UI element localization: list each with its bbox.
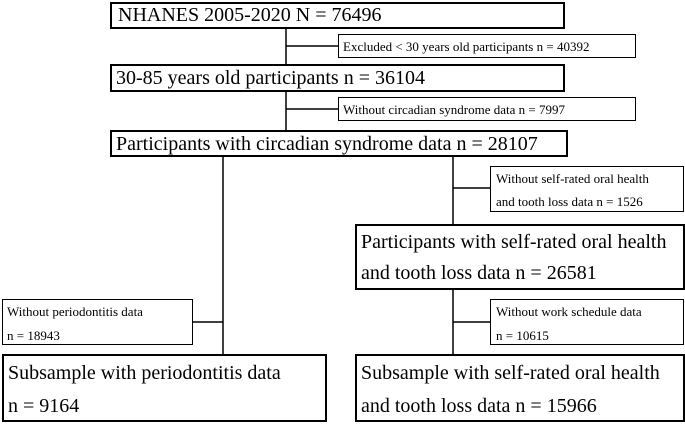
node-nhanes-total-label: NHANES 2005-2020 N = 76496 xyxy=(118,4,382,26)
node-oral-health-subsample-line1: Subsample with self-rated oral health xyxy=(361,362,660,384)
exclusion-no-periodontitis-data-line1: Without periodontitis data xyxy=(7,304,143,319)
node-circadian-participants-label: Participants with circadian syndrome data n = 28107 xyxy=(116,133,538,155)
exclusion-no-oral-health-data-line1: Without self-rated oral health xyxy=(496,171,649,186)
node-oral-health-participants-line2: and tooth loss data n = 26581 xyxy=(361,262,597,284)
exclusion-no-circadian-data-label: Without circadian syndrome data n = 7997 xyxy=(343,102,565,117)
exclusion-no-work-schedule-data-line2: n = 10615 xyxy=(496,328,549,343)
node-oral-health-subsample-line2: and tooth loss data n = 15966 xyxy=(361,395,597,417)
exclusion-under-30-label: Excluded < 30 years old participants n = 40392 xyxy=(343,39,590,54)
exclusion-no-work-schedule-data-line1: Without work schedule data xyxy=(496,304,642,319)
node-30-85-participants-label: 30-85 years old participants n = 36104 xyxy=(116,67,425,89)
node-periodontitis-subsample-line2: n = 9164 xyxy=(8,395,80,417)
exclusion-no-periodontitis-data-line2: n = 18943 xyxy=(7,328,60,343)
exclusion-no-oral-health-data-line2: and tooth loss data n = 1526 xyxy=(496,194,643,209)
node-oral-health-participants-line1: Participants with self-rated oral health xyxy=(361,231,667,253)
node-periodontitis-subsample-line1: Subsample with periodontitis data xyxy=(8,362,281,384)
